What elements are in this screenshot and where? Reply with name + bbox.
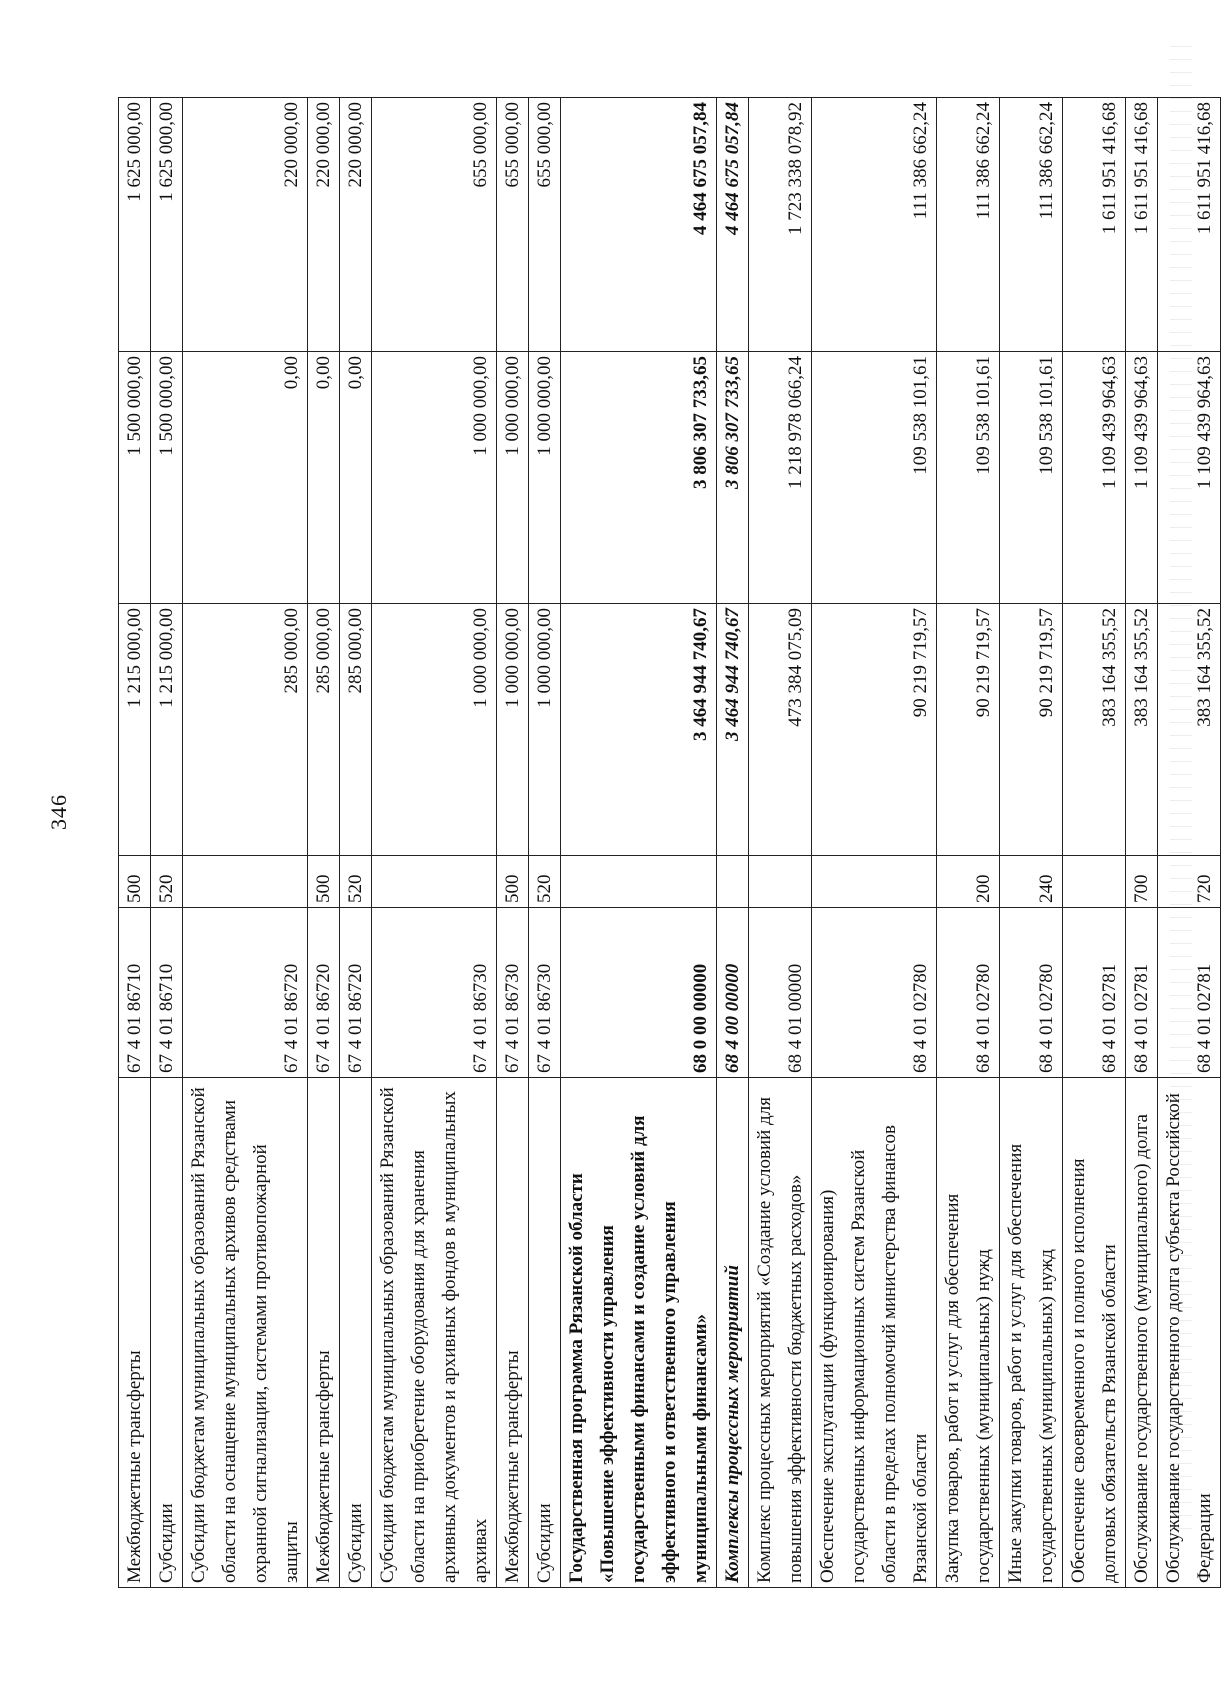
row-name: Государственная программа Рязанской области «Повышение эффективности управления государственными финансами и создание условий для эффективного и ответственного управления муниципальными финансами» <box>561 1078 717 1588</box>
row-amount-3: 1 611 951 416,68 <box>1158 98 1221 352</box>
row-amount-3: 220 000,00 <box>308 98 340 352</box>
row-name: Обслуживание государственного (муниципального) долга <box>1126 1078 1158 1588</box>
row-amount-1: 1 000 000,00 <box>529 604 561 856</box>
row-amount-1: 473 384 075,09 <box>749 604 812 856</box>
row-name: Межбюджетные трансферты <box>308 1078 340 1588</box>
row-amount-2: 1 109 439 964,63 <box>1158 352 1221 604</box>
row-name: Межбюджетные трансферты <box>119 1078 151 1588</box>
table-row <box>561 98 717 1588</box>
row-amount-3: 111 386 662,24 <box>812 98 937 352</box>
row-amount-2: 0,00 <box>340 352 372 604</box>
row-code: 67 4 01 86720 <box>308 908 340 1078</box>
row-code: 68 4 01 02781 <box>1158 908 1221 1078</box>
row-expense-type <box>812 856 937 908</box>
row-amount-3: 655 000,00 <box>529 98 561 352</box>
row-amount-1: 1 215 000,00 <box>151 604 183 856</box>
row-name: Субсидии <box>340 1078 372 1588</box>
row-amount-3: 4 464 675 057,84 <box>717 98 749 352</box>
table-row <box>1063 98 1126 1588</box>
row-code: 68 0 00 00000 <box>561 908 717 1078</box>
budget-table-body <box>119 98 1221 1588</box>
row-amount-1: 90 219 719,57 <box>1000 604 1063 856</box>
row-amount-1: 1 000 000,00 <box>497 604 529 856</box>
row-code: 67 4 01 86730 <box>372 908 497 1078</box>
row-amount-1: 383 164 355,52 <box>1063 604 1126 856</box>
row-expense-type: 240 <box>1000 856 1063 908</box>
row-expense-type <box>749 856 812 908</box>
row-code: 68 4 01 02780 <box>1000 908 1063 1078</box>
row-amount-3: 1 723 338 078,92 <box>749 98 812 352</box>
table-row <box>497 98 529 1588</box>
row-code: 67 4 01 86730 <box>529 908 561 1078</box>
row-amount-2: 1 000 000,00 <box>497 352 529 604</box>
row-code: 67 4 01 86710 <box>119 908 151 1078</box>
row-expense-type <box>561 856 717 908</box>
rotated-table-container <box>118 98 1215 1588</box>
row-amount-3: 111 386 662,24 <box>937 98 1000 352</box>
table-row <box>119 98 151 1588</box>
row-code: 67 4 01 86730 <box>497 908 529 1078</box>
row-expense-type <box>372 856 497 908</box>
row-amount-1: 285 000,00 <box>340 604 372 856</box>
row-name: Субсидии <box>151 1078 183 1588</box>
row-expense-type: 500 <box>119 856 151 908</box>
row-code: 68 4 01 00000 <box>749 908 812 1078</box>
row-expense-type <box>717 856 749 908</box>
row-amount-1: 383 164 355,52 <box>1158 604 1221 856</box>
table-row <box>151 98 183 1588</box>
row-amount-2: 0,00 <box>308 352 340 604</box>
row-amount-2: 0,00 <box>183 352 308 604</box>
row-code: 67 4 01 86720 <box>340 908 372 1078</box>
row-expense-type: 500 <box>308 856 340 908</box>
row-name: Обеспечение своевременного и полного исполнения долговых обязательств Рязанской области <box>1063 1078 1126 1588</box>
row-amount-1: 3 464 944 740,67 <box>717 604 749 856</box>
table-row <box>1126 98 1158 1588</box>
row-amount-3: 1 625 000,00 <box>119 98 151 352</box>
row-amount-3: 655 000,00 <box>372 98 497 352</box>
row-expense-type <box>183 856 308 908</box>
row-expense-type: 720 <box>1158 856 1221 908</box>
row-expense-type <box>1063 856 1126 908</box>
row-amount-3: 1 625 000,00 <box>151 98 183 352</box>
table-row <box>812 98 937 1588</box>
table-row <box>529 98 561 1588</box>
row-name: Закупка товаров, работ и услуг для обеспечения государственных (муниципальных) нужд <box>937 1078 1000 1588</box>
row-code: 68 4 01 02780 <box>937 908 1000 1078</box>
row-amount-2: 109 538 101,61 <box>1000 352 1063 604</box>
row-amount-1: 383 164 355,52 <box>1126 604 1158 856</box>
row-name: Комплекс процессных мероприятий «Создание условий для повышения эффективности бюджетных расходов» <box>749 1078 812 1588</box>
row-amount-3: 1 611 951 416,68 <box>1063 98 1126 352</box>
row-name: Иные закупки товаров, работ и услуг для обеспечения государственных (муниципальных) нужд <box>1000 1078 1063 1588</box>
row-amount-2: 3 806 307 733,65 <box>561 352 717 604</box>
row-amount-1: 285 000,00 <box>183 604 308 856</box>
row-amount-3: 220 000,00 <box>183 98 308 352</box>
row-amount-3: 220 000,00 <box>340 98 372 352</box>
table-row <box>340 98 372 1588</box>
row-name: Субсидии бюджетам муниципальных образований Рязанской области на оснащение муниципальных архивов средствами охранной сигнализации, системами противопожарной защиты <box>183 1078 308 1588</box>
table-row <box>937 98 1000 1588</box>
row-amount-1: 3 464 944 740,67 <box>561 604 717 856</box>
row-amount-2: 1 500 000,00 <box>119 352 151 604</box>
row-amount-3: 4 464 675 057,84 <box>561 98 717 352</box>
row-name: Обеспечение эксплуатации (функционирования) государственных информационных систем Рязанской области в пределах полномочий министерства финансов Рязанской области <box>812 1078 937 1588</box>
table-row <box>717 98 749 1588</box>
table-row <box>308 98 340 1588</box>
row-amount-2: 3 806 307 733,65 <box>717 352 749 604</box>
table-row <box>749 98 812 1588</box>
row-expense-type: 700 <box>1126 856 1158 908</box>
row-code: 68 4 01 02781 <box>1063 908 1126 1078</box>
row-amount-1: 90 219 719,57 <box>937 604 1000 856</box>
row-expense-type: 520 <box>151 856 183 908</box>
row-amount-2: 109 538 101,61 <box>812 352 937 604</box>
table-row <box>183 98 308 1588</box>
row-name: Обслуживание государственного долга субъекта Российской Федерации <box>1158 1078 1221 1588</box>
row-amount-3: 1 611 951 416,68 <box>1126 98 1158 352</box>
row-code: 68 4 01 02780 <box>812 908 937 1078</box>
row-amount-2: 1 000 000,00 <box>529 352 561 604</box>
row-name: Субсидии бюджетам муниципальных образований Рязанской области на приобретение оборудования для хранения архивных документов и архивных фондов в муниципальных архивах <box>372 1078 497 1588</box>
row-expense-type: 520 <box>340 856 372 908</box>
row-amount-2: 1 000 000,00 <box>372 352 497 604</box>
row-code: 67 4 01 86710 <box>151 908 183 1078</box>
row-code: 68 4 00 00000 <box>717 908 749 1078</box>
row-name: Субсидии <box>529 1078 561 1588</box>
row-amount-1: 1 000 000,00 <box>372 604 497 856</box>
row-amount-2: 109 538 101,61 <box>937 352 1000 604</box>
row-name: Комплексы процессных мероприятий <box>717 1078 749 1588</box>
row-amount-3: 111 386 662,24 <box>1000 98 1063 352</box>
page-number: 346 <box>46 794 71 830</box>
row-name: Межбюджетные трансферты <box>497 1078 529 1588</box>
row-code: 67 4 01 86720 <box>183 908 308 1078</box>
row-amount-2: 1 218 978 066,24 <box>749 352 812 604</box>
row-expense-type: 200 <box>937 856 1000 908</box>
row-expense-type: 520 <box>529 856 561 908</box>
row-amount-1: 285 000,00 <box>308 604 340 856</box>
table-row <box>372 98 497 1588</box>
table-row <box>1000 98 1063 1588</box>
row-amount-2: 1 500 000,00 <box>151 352 183 604</box>
table-row <box>1158 98 1221 1588</box>
row-amount-1: 90 219 719,57 <box>812 604 937 856</box>
row-amount-1: 1 215 000,00 <box>119 604 151 856</box>
row-amount-2: 1 109 439 964,63 <box>1063 352 1126 604</box>
row-code: 68 4 01 02781 <box>1126 908 1158 1078</box>
row-amount-2: 1 109 439 964,63 <box>1126 352 1158 604</box>
row-expense-type: 500 <box>497 856 529 908</box>
row-amount-3: 655 000,00 <box>497 98 529 352</box>
budget-table <box>118 97 1221 1588</box>
